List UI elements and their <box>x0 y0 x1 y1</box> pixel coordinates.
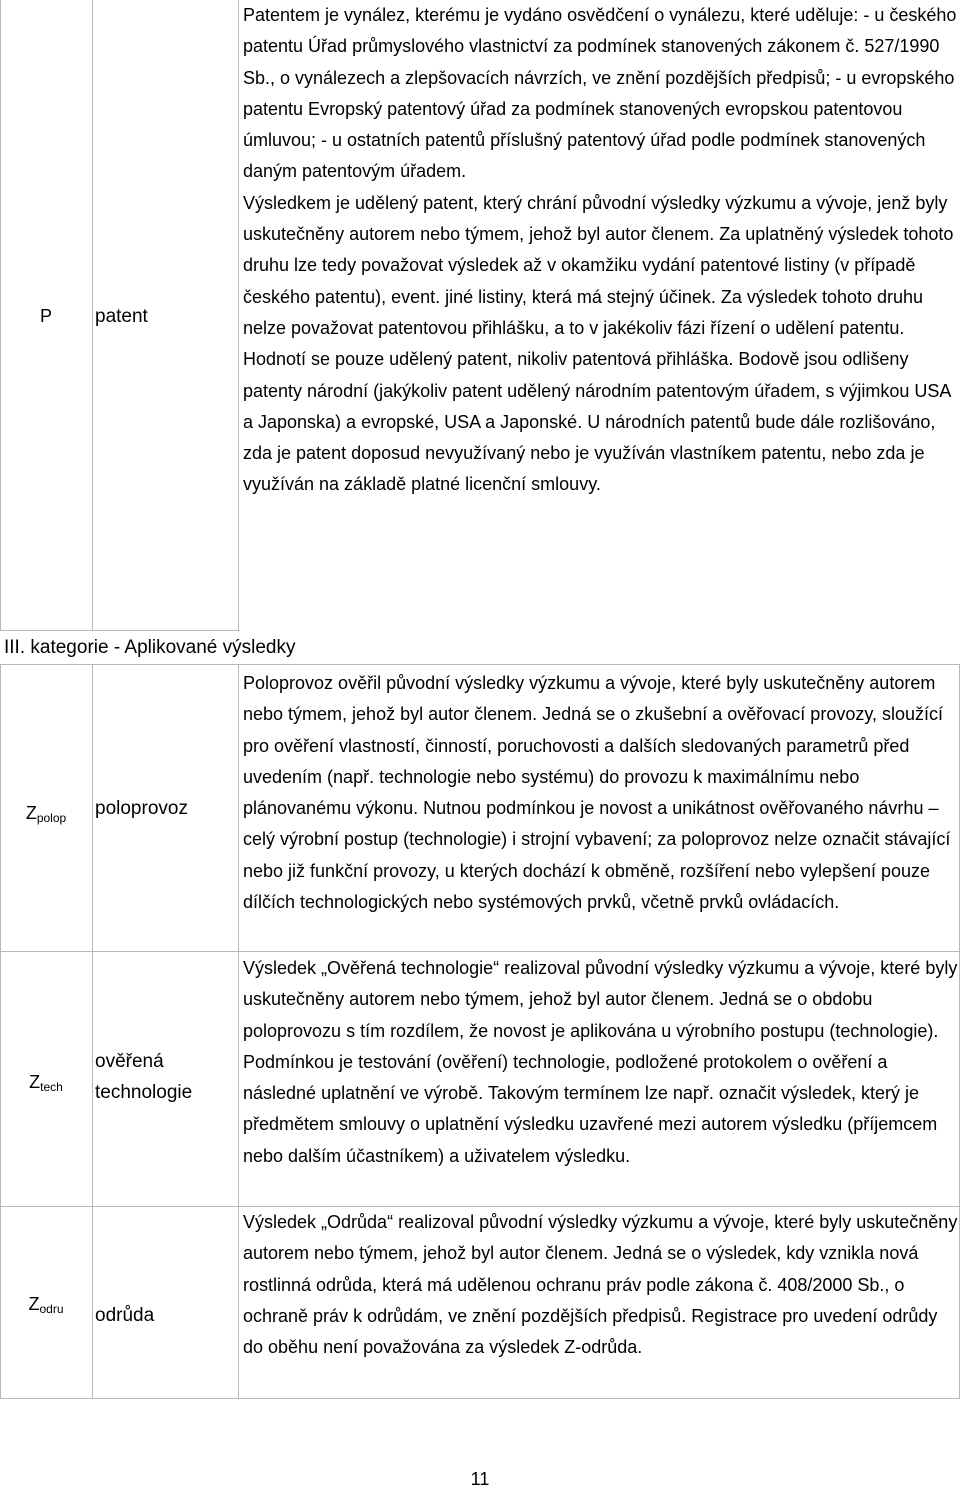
page-number: 11 <box>470 1469 490 1489</box>
row-code-poloprovoz: $Z_{polop}$ <box>25 803 67 825</box>
row-description-odru <box>243 1207 959 1363</box>
tech-text: Výsledek „Ověřená technologie“ realizoval původní výsledky výzkumu a vývoje, které byly uskutečněny autorem nebo týmem, jehož byl autor členem. Jedná se o obdobu poloprovozu s tím rozdílem, že novost je aplikována u výrobního postupu (technologie). Podmínkou je testování (ověření) technologie, podložené protokolem o ověření a následné uplatnění ve výrobě. Takovým termínem lze např. označit výsledek, který je předmětem smlouvy o uplatnění výsledku uzavřené mezi autorem výsledku (příjemcem nebo dalším účastníkem) a uživatelem výsledku. <box>243 958 958 1166</box>
row-description-poloprovoz <box>243 668 959 918</box>
row-name-poloprovoz: poloprovoz <box>95 798 188 819</box>
patent-paragraph-definition: Patentem je vynález, kterému je vydáno osvědčení o vynálezu, které uděluje: - u českého patentu Úřad průmyslového vlastnictví za podmínek stanovených zákonem č. 527/1990 Sb., o vynálezech a zlepšovacích návrzích, ve znění pozdějších předpisů; - u evropského patentu Evropský patentový úřad za podmínek stanovených evropskou patentovou úmluvou; - u ostatních patentů příslušný patentový úřad podle podmínek stanovených daným patentovým úřadem. <box>243 5 957 182</box>
row-description-patent <box>243 0 959 501</box>
row-name-tech <box>95 1046 238 1108</box>
row-name-tech-line2: technologie <box>95 1082 193 1103</box>
row-name-tech-line1: ověřená <box>95 1051 164 1072</box>
row-code-tech: $Z_{tech}$ <box>29 1072 63 1094</box>
patent-paragraph-evaluation: Hodnotí se pouze udělený patent, nikoliv patentová přihláška. Bodově jsou odlišeny patenty národní (jakýkoliv patent udělený národním patentovým úřadem, s výjimkou USA a Japonska) a evropské, USA a Japonské. U národních patentů bude dále rozlišováno, zda je patent doposud nevyužívaný nebo je využíván vlastníkem patentu, nebo zda je využíván na základě platné licenční smlouvy. <box>243 349 951 495</box>
row-name-odru: odrůda <box>95 1305 155 1326</box>
odru-text: Výsledek „Odrůda“ realizoval původní výsledky výzkumu a vývoje, které byly uskutečněny autorem nebo týmem, jehož byl autor členem. Jedná se o výsledek, kdy vznikla nová rostlinná odrůda, která má udělenou ochranu práv podle zákona č. 408/2000 Sb., o ochraně práv k odrůdám, ve znění pozdějších předpisů. Registrace pro uvedení odrůdy do oběhu není považována za výsledek Z-odrůda. <box>243 1212 958 1358</box>
section-heading: III. kategorie - Aplikované výsledky <box>4 637 296 658</box>
patent-paragraph-result: Výsledkem je udělený patent, který chrání původní výsledky výzkumu a vývoje, jenž byly uskutečněny autorem nebo týmem, jehož byl autor členem. Za uplatněný výsledek tohoto druhu lze tedy považovat výsledek až v okamžiku vydání patentové listiny (v případě českého patentu), event. jiné listiny, která má stejný účinek. Za výsledek tohoto druhu nelze považovat patentovou přihlášku, a to v jakékoliv fázi řízení o udělení patentu. <box>243 192 954 338</box>
row-code-patent: P <box>39 306 52 326</box>
row-code-odru: $Z_{odru}$ <box>28 1294 64 1316</box>
row-description-tech <box>243 953 959 1172</box>
poloprovoz-text: Poloprovoz ověřil původní výsledky výzkumu a vývoje, které byly uskutečněny autorem nebo týmem, jehož byl autor členem. Jedná se o zkušební a ověřovací provozy, sloužící pro ověření vlastností, činností, poruchovosti a dalších sledovaných parametrů před uvedením (např. technologie nebo systému) do provozu k maximálnímu nebo plánovanému výkonu. Nutnou podmínkou je novost a unikátnost ověřovaného návrhu – celý výrobní postup (technologie) i strojní vybavení; za poloprovoz nelze označit stávající nebo již funkční provozy, u kterých dochází k obměně, rozšíření nebo vylepšení pouze dílčích technologických nebo systémových prvků, včetně prvků ovládacích. <box>243 673 951 913</box>
row-name-patent: patent <box>95 306 148 327</box>
